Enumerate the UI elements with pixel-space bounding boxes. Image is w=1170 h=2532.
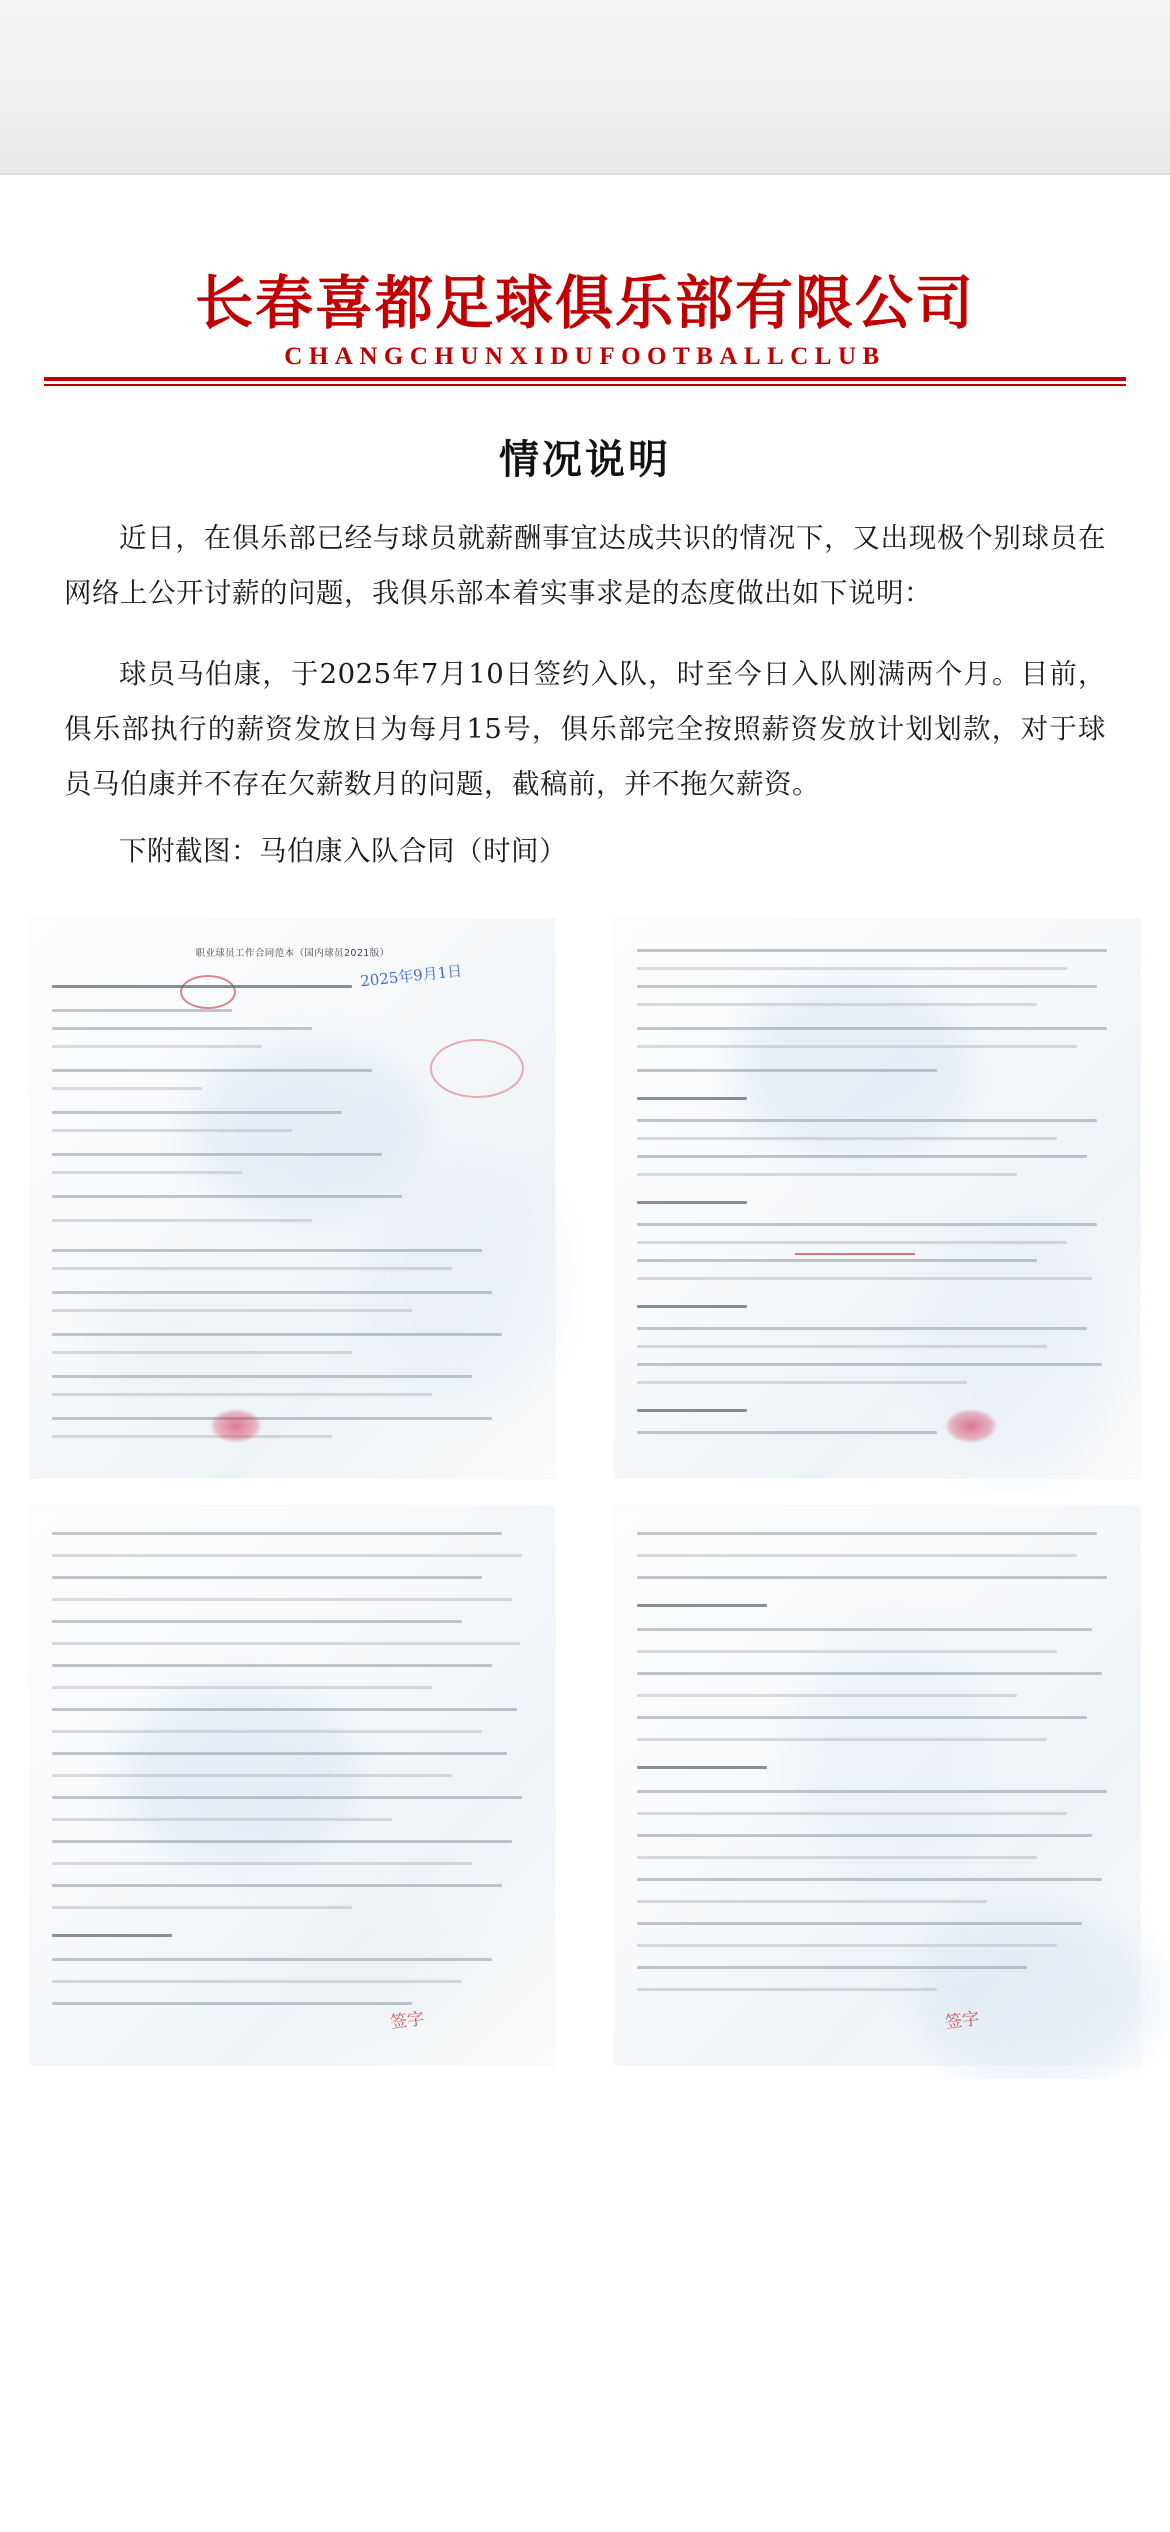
letterhead-rule-thin: [44, 384, 1126, 386]
red-underline: [795, 1253, 915, 1255]
red-stamp: [210, 1409, 262, 1443]
document-title: 情况说明: [499, 435, 671, 483]
paragraph-2: 球员马伯康，于2025年7月10日签约入队，时至今日入队刚满两个月。目前，俱乐部执行的薪资发放日为每月15号，俱乐部完全按照薪资发放计划划款，对于球员马伯康并不存在欠薪数月的问题，截稿前，并不拖欠薪资。: [64, 657, 1106, 800]
scan-paper: [615, 919, 1140, 1478]
red-signature: 签字: [389, 2008, 426, 2033]
paragraph-1: 近日，在俱乐部已经与球员就薪酬事宜达成共识的情况下，又出现极个别球员在网络上公开讨薪的问题，我俱乐部本着实事求是的态度做出如下说明：: [64, 521, 1106, 609]
attachment-caption: 下附截图：马伯康入队合同（时间）: [119, 834, 567, 867]
contract-page-1-image[interactable]: [0, 905, 585, 1492]
red-stamp: [945, 1409, 997, 1443]
document-sheet: [0, 175, 1170, 2532]
handwritten-date: 2025年9月1日: [359, 961, 463, 990]
organization-title-en: CHANGCHUNXIDUFOOTBALLCLUB: [284, 342, 886, 370]
browser-chrome-area: [0, 0, 1170, 175]
contract-page-2-image[interactable]: [585, 905, 1170, 1492]
red-circle-annotation-2: [430, 1039, 524, 1098]
scan-paper: [615, 1506, 1140, 2065]
attachment-images: [0, 905, 1170, 2079]
letterhead-rule-thick: [44, 377, 1126, 381]
scan-paper: [30, 919, 555, 1478]
contract-header-text: 职业球员工作合同范本（国内球员2021版）: [195, 947, 390, 959]
red-signature: 签字: [944, 2008, 981, 2033]
scan-paper: [30, 1506, 555, 2065]
contract-page-4-image[interactable]: [585, 1492, 1170, 2079]
red-circle-annotation: [180, 975, 236, 1009]
organization-title-cn: 长春喜都足球俱乐部有限公司: [194, 269, 975, 337]
contract-page-3-image[interactable]: [0, 1492, 585, 2079]
